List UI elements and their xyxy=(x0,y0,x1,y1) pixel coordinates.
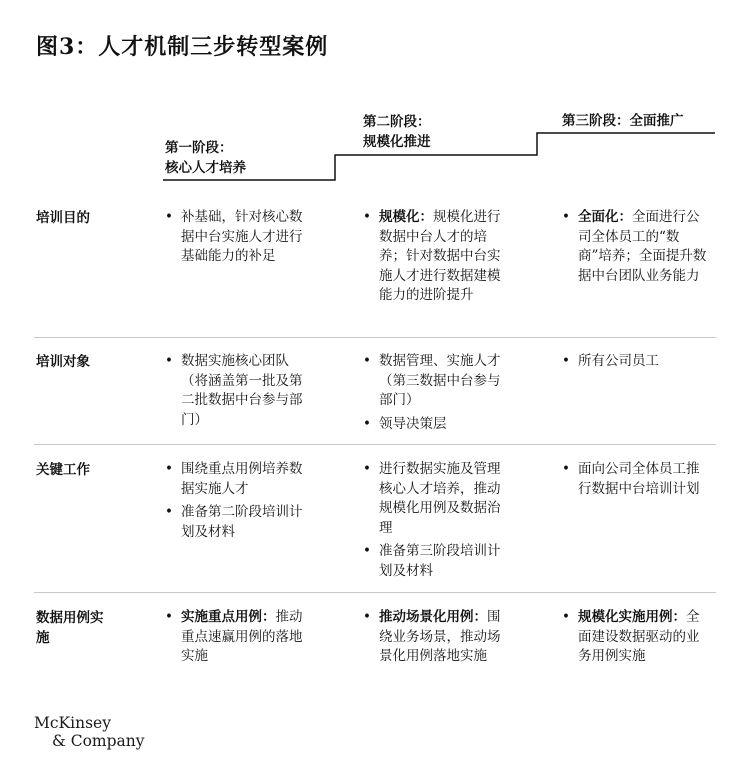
cell-usecase-stage1 xyxy=(165,608,313,671)
bullet-item: • 准备第三阶段培训计划及材料 xyxy=(363,542,511,581)
cell-keywork-stage1 xyxy=(165,460,313,546)
row-label-data-use-case: 数据用例实施 xyxy=(36,610,104,646)
bullet-item: • 规模化实施用例：全面建设数据驱动的业务用例实施 xyxy=(562,608,710,667)
stage-staircase-line xyxy=(0,0,750,200)
mckinsey-logo xyxy=(34,714,145,750)
bullet-item: • 补基础，针对核心数据中台实施人才进行基础能力的补足 xyxy=(165,208,311,267)
cell-target-stage3 xyxy=(562,352,710,376)
bullet-item: • 实施重点用例：推动重点速赢用例的落地实施 xyxy=(165,608,313,667)
row-label-key-work: 关键工作 xyxy=(36,462,90,478)
stage-3-header xyxy=(562,111,684,131)
bullet-item: • 进行数据实施及管理核心人才培养，推动规模化用例及数据治理 xyxy=(363,460,511,538)
cell-purpose-stage3 xyxy=(562,208,710,290)
cell-usecase-stage2 xyxy=(363,608,511,671)
stage-2-line2: 规模化推进 xyxy=(363,134,431,150)
bullet-item: • 推动场景化用例：围绕业务场景，推动场景化用例落地实施 xyxy=(363,608,511,667)
logo-line2: & Company xyxy=(52,732,145,750)
cell-purpose-stage2 xyxy=(363,208,511,310)
stage-3-line1: 第三阶段：全面推广 xyxy=(562,113,684,129)
bullet-item: • 面向公司全体员工推行数据中台培训计划 xyxy=(562,460,710,499)
bullet-item: • 数据实施核心团队（将涵盖第一批及第二批数据中台参与部门） xyxy=(165,352,313,430)
bullet-item: • 全面化：全面进行公司全体员工的“数商”培养；全面提升数据中台团队业务能力 xyxy=(562,208,710,286)
cell-target-stage2 xyxy=(363,352,511,438)
stage-1-header xyxy=(165,138,246,178)
row-divider xyxy=(34,592,716,593)
row-label-training-target: 培训对象 xyxy=(36,354,90,370)
logo-line1: McKinsey xyxy=(34,714,111,732)
bullet-item: • 规模化：规模化进行数据中台人才的培养；针对数据中台实施人才进行数据建模能力的进阶提升 xyxy=(363,208,511,306)
bullet-item: • 所有公司员工 xyxy=(562,352,710,372)
cell-keywork-stage2 xyxy=(363,460,511,586)
stage-2-header xyxy=(363,112,431,152)
bullet-item: • 准备第二阶段培训计划及材料 xyxy=(165,503,313,542)
cell-purpose-stage1 xyxy=(165,208,311,271)
bullet-item: • 围绕重点用例培养数据实施人才 xyxy=(165,460,313,499)
bullet-item: • 领导决策层 xyxy=(363,415,511,435)
cell-usecase-stage3 xyxy=(562,608,710,671)
cell-keywork-stage3 xyxy=(562,460,710,503)
row-label-training-purpose: 培训目的 xyxy=(36,210,90,226)
cell-target-stage1 xyxy=(165,352,313,434)
stage-1-line2: 核心人才培养 xyxy=(165,160,246,176)
stage-2-line1: 第二阶段： xyxy=(363,114,431,130)
bullet-item: • 数据管理、实施人才（第三数据中台参与部门） xyxy=(363,352,511,411)
stage-1-line1: 第一阶段： xyxy=(165,140,233,156)
row-divider xyxy=(34,444,716,445)
row-divider xyxy=(34,337,716,338)
page-title: 图3：人才机制三步转型案例 xyxy=(36,34,329,60)
